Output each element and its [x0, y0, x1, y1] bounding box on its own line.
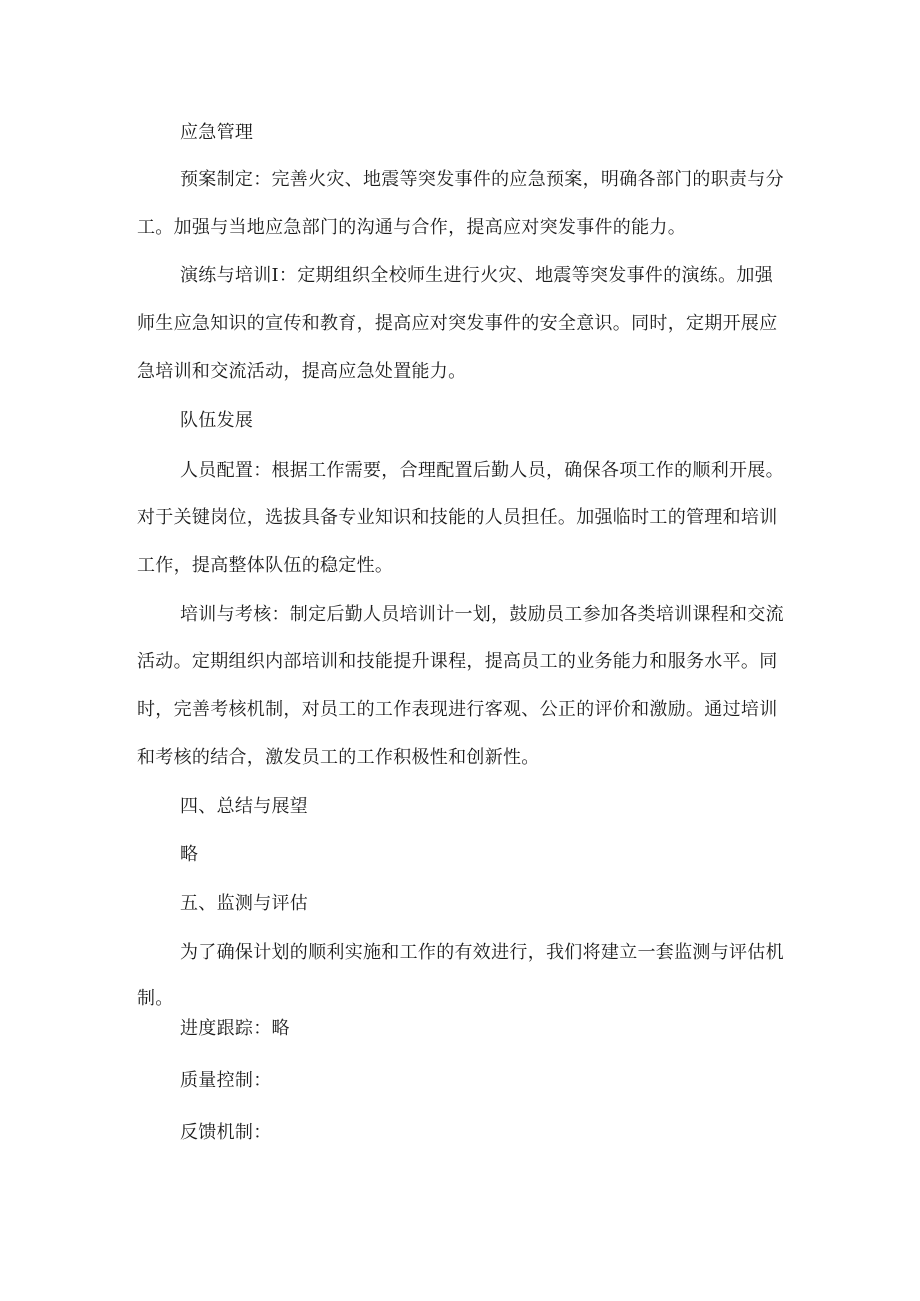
heading-team-development: 队伍发展	[180, 410, 254, 431]
paragraph-line: 为了确保计划的顺利实施和工作的有效进行，我们将建立一套监测与评估机	[180, 942, 784, 963]
paragraph-line: 培训与考核：制定后勤人员培训计一划，鼓励员工参加各类培训课程和交流	[180, 604, 784, 625]
paragraph-line: 急培训和交流活动，提高应急处置能力。	[137, 361, 467, 382]
paragraph-line: 师生应急知识的宣传和教育，提高应对突发事件的安全意识。同时，定期开展应	[137, 313, 778, 334]
heading-emergency-management: 应急管理	[180, 122, 254, 143]
item-feedback-mechanism: 反馈机制：	[180, 1122, 272, 1143]
heading-monitoring-evaluation: 五、监测与评估	[180, 893, 309, 914]
item-quality-control: 质量控制：	[180, 1070, 272, 1091]
paragraph-line: 工作，提高整体队伍的稳定性。	[137, 555, 394, 576]
paragraph-line: 活动。定期组织内部培训和技能提升课程，提高员工的业务能力和服务水平。同	[137, 651, 778, 672]
paragraph-line: 制。	[137, 988, 174, 1009]
heading-summary-outlook: 四、总结与展望	[180, 796, 309, 817]
paragraph-line: 对于关键岗位，选拔具备专业知识和技能的人员担任。加强临时工的管理和培训	[137, 507, 778, 528]
item-progress-tracking: 进度跟踪：略	[180, 1018, 290, 1039]
paragraph-line: 人员配置：根据工作需要，合理配置后勤人员，确保各项工作的顺利开展。	[180, 460, 784, 481]
paragraph-line: 演练与培训I：定期组织全校师生进行火灾、地震等突发事件的演练。加强	[180, 265, 774, 286]
paragraph-line: 略	[180, 844, 199, 865]
paragraph-line: 预案制定：完善火灾、地震等突发事件的应急预案，明确各部门的职责与分	[180, 169, 784, 190]
paragraph-line: 工。加强与当地应急部门的沟通与合作，提高应对突发事件的能力。	[137, 217, 686, 238]
paragraph-line: 时，完善考核机制，对员工的工作表现进行客观、公正的评价和激励。通过培训	[137, 699, 778, 720]
paragraph-line: 和考核的结合，激发员工的工作积极性和创新性。	[137, 747, 540, 768]
